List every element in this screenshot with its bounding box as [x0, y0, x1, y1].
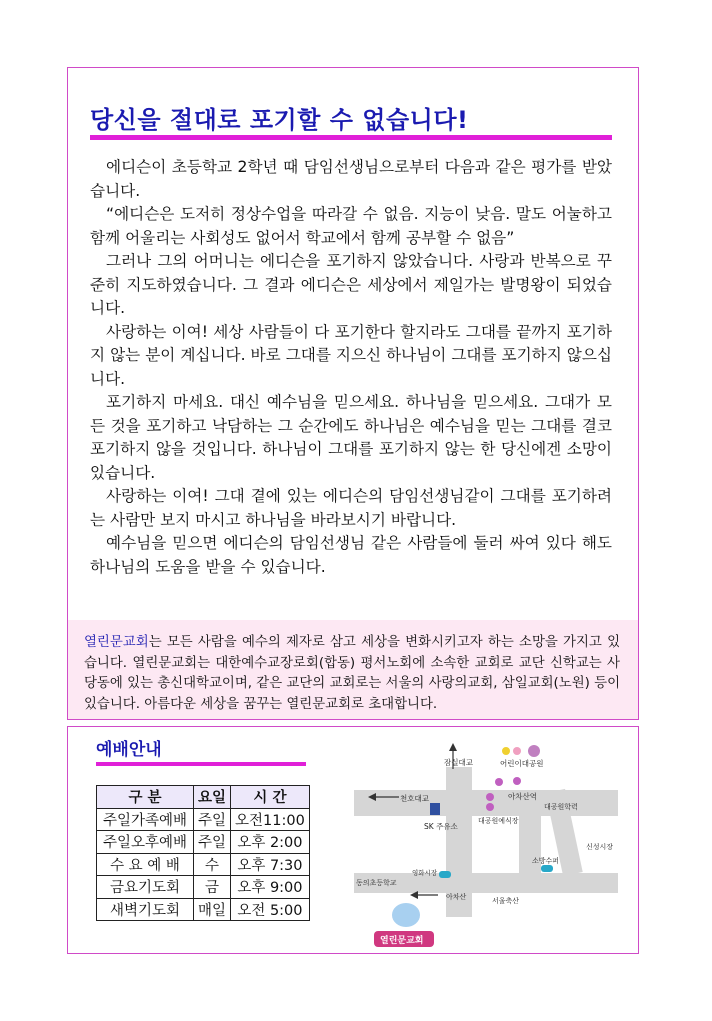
- table-row: [97, 876, 310, 899]
- map-label-church: 열린문교회: [380, 936, 424, 946]
- church-info-box: [68, 620, 638, 719]
- worship-title: 예배안내: [96, 740, 162, 760]
- map-label-grand-park: 대공원학력: [544, 803, 578, 811]
- header-time: 시 간: [231, 786, 310, 809]
- bus-stop-icon: [439, 871, 451, 878]
- park-icon: [513, 747, 521, 755]
- bus-stop-icon: [541, 865, 553, 872]
- service-name: 수 요 예 배: [97, 853, 194, 876]
- service-time: 오후 7:30: [231, 853, 310, 876]
- header-category: 구 분: [97, 786, 194, 809]
- station-icon: [486, 793, 494, 801]
- map-label-park: 어린이대공원: [500, 759, 544, 768]
- service-name: 주일가족예배: [97, 808, 194, 831]
- article-box: [67, 67, 639, 720]
- service-name: 주일오후예배: [97, 831, 194, 854]
- worship-title-underline: [96, 762, 306, 766]
- paragraph: 사랑하는 이여! 그대 곁에 있는 에디슨의 담임선생님같이 그대를 포기하려는 사람만 보지 마시고 하나님을 바라보시기 바랍니다.: [90, 487, 612, 529]
- title-underline: [90, 135, 612, 140]
- park-icon: [528, 745, 540, 757]
- service-day: 매일: [194, 898, 231, 921]
- paragraph: 에디슨이 초등학교 2학년 때 담임선생님으로부터 다음과 같은 평가를 받았습니다.: [90, 158, 612, 200]
- gas-station-icon: [430, 803, 440, 815]
- paragraph: “에디슨은 도저히 정상수업을 따라갈 수 없음. 지능이 낮음. 말도 어눌하고 함께 어울리는 사회성도 없어서 학교에서 함께 공부할 수 없음”: [90, 205, 612, 247]
- church-info-text: [84, 633, 620, 715]
- worship-box: [67, 726, 639, 954]
- article-title: 당신을 절대로 포기할 수 없습니다!: [90, 106, 469, 134]
- service-day: 주일: [194, 831, 231, 854]
- table-header-row: [97, 786, 310, 809]
- road: [519, 815, 541, 875]
- church-name: 열린문교회: [84, 635, 149, 650]
- station-icon: [495, 778, 503, 786]
- map-label-achasan: 아차산: [446, 893, 467, 901]
- service-name: 금요기도회: [97, 876, 194, 899]
- paragraph: 포기하지 마세요. 대신 예수님을 믿으세요. 하나님을 믿으세요. 그대가 모든 것을 포기하고 낙담하는 그 순간에도 하나님은 예수님을 믿는 그대를 결코 포기하지 않을 것입니다. 하나님이 그대를 포기하지 않는 한 당신에겐 소망이 있습니다.: [90, 393, 612, 482]
- church-icon: [392, 903, 420, 927]
- church-description: 는 모든 사람을 예수의 제자로 삼고 세상을 변화시키고자 하는 소망을 가지고 있습니다. 열린문교회는 대한예수교장로회(합동) 평서노회에 소속한 교회로 교단 신학교는 사당동에 있는 총신대학교이며, 같은 교단의 교회로는 서울의 사랑의교회, 삼일교회(노원) 등이 있습니다. 아름다운 세상을 꿈꾸는 열린문교회로 초대합니다.: [84, 635, 620, 712]
- map-label-yeonghwa-market: 영화시장: [412, 869, 438, 877]
- service-name: 새벽기도회: [97, 898, 194, 921]
- location-map: [354, 737, 618, 947]
- service-day: 주일: [194, 808, 231, 831]
- paragraph: 사랑하는 이여! 세상 사람들이 다 포기한다 할지라도 그대를 끝까지 포기하지 않는 분이 계십니다. 바로 그대를 지으신 하나님이 그대를 포기하지 않으십니다.: [90, 322, 612, 388]
- map-label-achasan-station: 아차산역: [508, 792, 537, 801]
- road: [354, 790, 618, 816]
- worship-schedule-table: [96, 785, 310, 921]
- service-day: 금: [194, 876, 231, 899]
- header-day: 요일: [194, 786, 231, 809]
- station-icon: [513, 777, 521, 785]
- map-label-jamsil-bridge: 잠실대교: [444, 758, 473, 767]
- map-label-apt: 대공원예식장: [478, 817, 519, 825]
- map-label-cheonho-bridge: 천호대교: [400, 794, 429, 803]
- service-time: 오전 5:00: [231, 898, 310, 921]
- table-row: [97, 898, 310, 921]
- station-icon: [486, 803, 494, 811]
- road: [519, 873, 618, 893]
- map-label-sk-station: SK 주유소: [424, 822, 458, 831]
- service-day: 수: [194, 853, 231, 876]
- service-time: 오전11:00: [231, 808, 310, 831]
- map-label-seoul-store: 서울축산: [492, 897, 520, 905]
- park-icon: [502, 747, 510, 755]
- table-row: [97, 831, 310, 854]
- article-body: [90, 156, 612, 579]
- table-row: [97, 808, 310, 831]
- service-time: 오후 2:00: [231, 831, 310, 854]
- table-row: [97, 853, 310, 876]
- paragraph: 그러나 그의 어머니는 에디슨을 포기하지 않았습니다. 사랑과 반복으로 꾸준히 지도하였습니다. 그 결과 에디슨은 세상에서 제일가는 발명왕이 되었습니다.: [90, 252, 612, 317]
- service-time: 오후 9:00: [231, 876, 310, 899]
- map-label-sinseong-market: 신성시장: [586, 843, 614, 851]
- north-arrow-head: [449, 743, 457, 751]
- map-label-fire-station: 소방수퍼: [532, 857, 560, 865]
- map-label-dongui-school: 동의초등학교: [356, 879, 397, 887]
- paragraph: 예수님을 믿으면 에디슨의 담임선생님 같은 사람들에 둘러 싸여 있다 해도 하나님의 도움을 받을 수 있습니다.: [90, 534, 612, 576]
